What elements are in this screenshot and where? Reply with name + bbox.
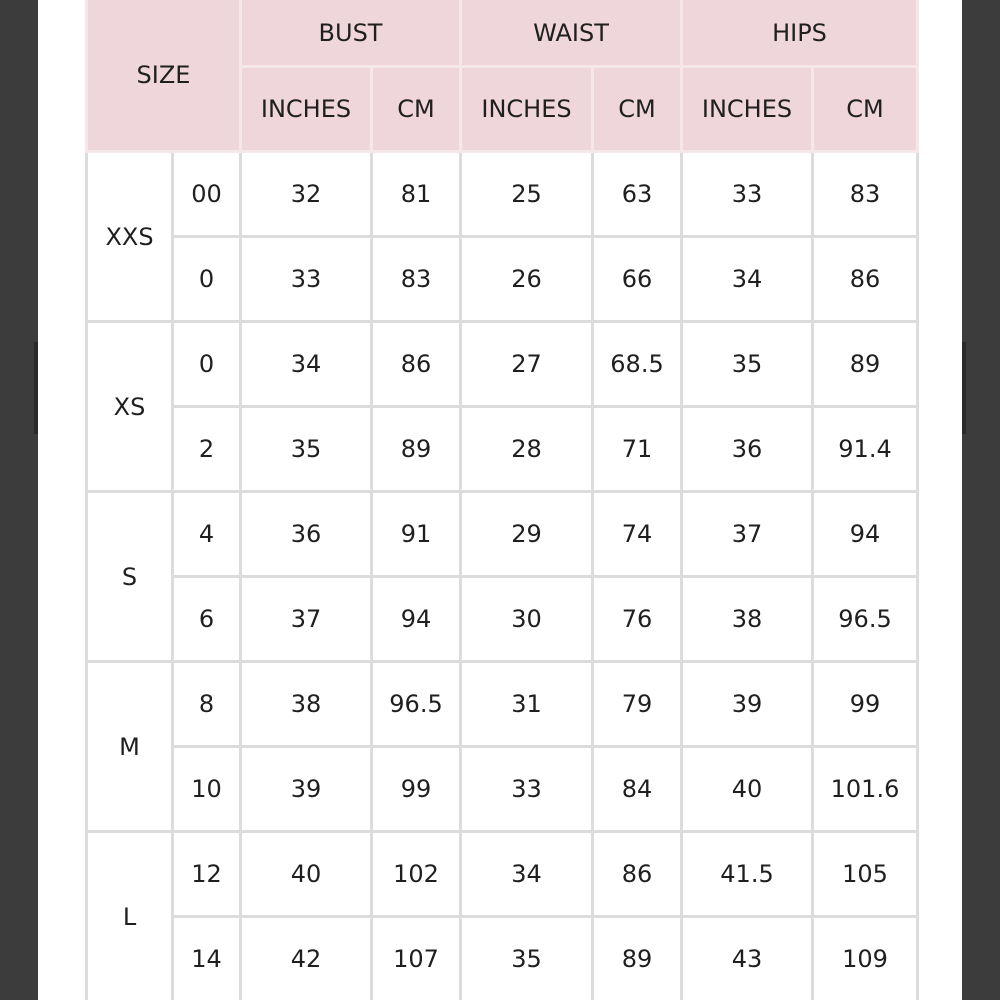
size-number: 2 xyxy=(173,407,241,492)
hips-cm-cell: 109 xyxy=(813,917,918,1000)
hips-cm-cell: 91.4 xyxy=(813,407,918,492)
waist-cm-cell: 68.5 xyxy=(593,322,682,407)
hips-cm-cell: 89 xyxy=(813,322,918,407)
waist-inches-cell: 27 xyxy=(461,322,593,407)
table-row xyxy=(87,492,918,577)
waist-cm-cell: 89 xyxy=(593,917,682,1000)
size-number: 6 xyxy=(173,577,241,662)
right-edge-handle xyxy=(962,342,966,434)
waist-cm-cell: 71 xyxy=(593,407,682,492)
size-number: 8 xyxy=(173,662,241,747)
hips-inches-cell: 33 xyxy=(682,152,813,237)
table-row xyxy=(87,152,918,237)
table-row xyxy=(87,917,918,1000)
waist-inches-cell: 30 xyxy=(461,577,593,662)
waist-inches-cell: 31 xyxy=(461,662,593,747)
bust-cm-cell: 94 xyxy=(372,577,461,662)
bust-inches-cell: 42 xyxy=(241,917,372,1000)
hips-inches-cell: 37 xyxy=(682,492,813,577)
hips-inches-cell: 40 xyxy=(682,747,813,832)
waist-cm-cell: 76 xyxy=(593,577,682,662)
bust-cm-cell: 96.5 xyxy=(372,662,461,747)
hips-inches-cell: 43 xyxy=(682,917,813,1000)
waist-inches-cell: 34 xyxy=(461,832,593,917)
table-row xyxy=(87,577,918,662)
bust-header: BUST xyxy=(241,0,461,67)
bust-cm-cell: 86 xyxy=(372,322,461,407)
bust-inches-cell: 34 xyxy=(241,322,372,407)
waist-cm-cell: 79 xyxy=(593,662,682,747)
waist-cm-cell: 84 xyxy=(593,747,682,832)
hips-inches-cell: 39 xyxy=(682,662,813,747)
hips-inches-cell: 36 xyxy=(682,407,813,492)
table-row xyxy=(87,407,918,492)
bust-inches-cell: 37 xyxy=(241,577,372,662)
waist-cm-cell: 66 xyxy=(593,237,682,322)
waist-inches-cell: 26 xyxy=(461,237,593,322)
bust-inches-cell: 36 xyxy=(241,492,372,577)
hips-inches-cell: 34 xyxy=(682,237,813,322)
hips-header: HIPS xyxy=(682,0,918,67)
size-number: 0 xyxy=(173,322,241,407)
hips-inches-cell: 41.5 xyxy=(682,832,813,917)
size-number: 10 xyxy=(173,747,241,832)
size-group-label: XXS xyxy=(87,152,173,322)
table-row xyxy=(87,662,918,747)
hips-cm-cell: 105 xyxy=(813,832,918,917)
bust-inches-cell: 39 xyxy=(241,747,372,832)
hips-cm-cell: 83 xyxy=(813,152,918,237)
size-number: 0 xyxy=(173,237,241,322)
hips-inches-cell: 38 xyxy=(682,577,813,662)
bust-cm-cell: 91 xyxy=(372,492,461,577)
table-row xyxy=(87,322,918,407)
bust-cm-cell: 89 xyxy=(372,407,461,492)
hips-cm-cell: 94 xyxy=(813,492,918,577)
size-chart-table xyxy=(85,0,919,1000)
hips-inches-header: INCHES xyxy=(682,67,813,152)
hips-cm-header: CM xyxy=(813,67,918,152)
size-group-label: S xyxy=(87,492,173,662)
bust-inches-cell: 35 xyxy=(241,407,372,492)
size-group-label: M xyxy=(87,662,173,832)
waist-inches-cell: 29 xyxy=(461,492,593,577)
size-number: 00 xyxy=(173,152,241,237)
waist-inches-cell: 35 xyxy=(461,917,593,1000)
bust-inches-cell: 38 xyxy=(241,662,372,747)
waist-cm-header: CM xyxy=(593,67,682,152)
bust-cm-cell: 81 xyxy=(372,152,461,237)
size-chart-panel[interactable] xyxy=(38,0,962,1000)
bust-cm-cell: 99 xyxy=(372,747,461,832)
waist-inches-cell: 33 xyxy=(461,747,593,832)
size-group-label: L xyxy=(87,832,173,1000)
bust-inches-header: INCHES xyxy=(241,67,372,152)
size-number: 12 xyxy=(173,832,241,917)
hips-cm-cell: 96.5 xyxy=(813,577,918,662)
size-group-label: XS xyxy=(87,322,173,492)
waist-inches-header: INCHES xyxy=(461,67,593,152)
hips-inches-cell: 35 xyxy=(682,322,813,407)
table-row xyxy=(87,237,918,322)
size-header: SIZE xyxy=(87,0,241,152)
hips-cm-cell: 86 xyxy=(813,237,918,322)
table-row xyxy=(87,747,918,832)
waist-cm-cell: 63 xyxy=(593,152,682,237)
waist-cm-cell: 74 xyxy=(593,492,682,577)
bust-inches-cell: 33 xyxy=(241,237,372,322)
bust-cm-header: CM xyxy=(372,67,461,152)
hips-cm-cell: 99 xyxy=(813,662,918,747)
bust-inches-cell: 32 xyxy=(241,152,372,237)
bust-cm-cell: 102 xyxy=(372,832,461,917)
waist-header: WAIST xyxy=(461,0,682,67)
waist-cm-cell: 86 xyxy=(593,832,682,917)
faint-background-glyph xyxy=(948,160,962,190)
bust-cm-cell: 107 xyxy=(372,917,461,1000)
waist-inches-cell: 28 xyxy=(461,407,593,492)
size-number: 14 xyxy=(173,917,241,1000)
bust-cm-cell: 83 xyxy=(372,237,461,322)
waist-inches-cell: 25 xyxy=(461,152,593,237)
bust-inches-cell: 40 xyxy=(241,832,372,917)
hips-cm-cell: 101.6 xyxy=(813,747,918,832)
size-number: 4 xyxy=(173,492,241,577)
table-row xyxy=(87,832,918,917)
